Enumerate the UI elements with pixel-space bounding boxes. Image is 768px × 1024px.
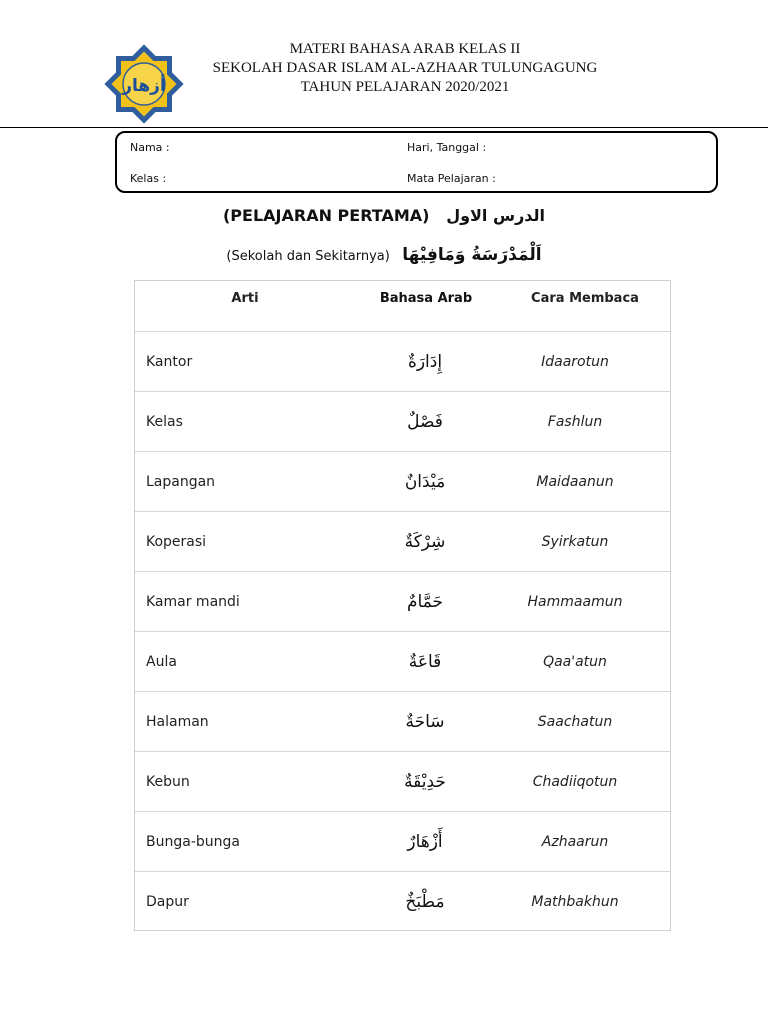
cell-arti: Aula: [146, 653, 177, 670]
table-row: [135, 452, 670, 512]
cell-arab: إِدَارَةٌ: [407, 351, 443, 372]
header-bahasa-arab: Bahasa Arab: [379, 291, 473, 306]
cell-baca: Qaa'atun: [543, 653, 607, 670]
kelas-label: Kelas :: [130, 172, 167, 185]
header-line-year: TAHUN PELAJARAN 2020/2021: [300, 79, 510, 95]
header-cara-membaca: Cara Membaca: [531, 291, 639, 306]
student-info-box: [115, 131, 718, 193]
cell-arti: Koperasi: [146, 533, 207, 550]
topic-title-latin: (Sekolah dan Sekitarnya): [226, 249, 390, 264]
cell-arti: Bunga-bunga: [146, 833, 240, 850]
table-header-row: [135, 281, 670, 332]
cell-baca: Hammaamun: [527, 593, 623, 610]
cell-arab: مَطْبَخٌ: [405, 892, 445, 912]
table-row: [135, 752, 670, 812]
cell-baca: Maidaanun: [536, 473, 614, 490]
table-row: [135, 872, 670, 932]
cell-arab: قَاعَةٌ: [408, 651, 442, 672]
header-line-school: SEKOLAH DASAR ISLAM AL-AZHAAR TULUNGAGUNG: [212, 60, 598, 76]
lesson-title-latin: (PELAJARAN PERTAMA): [222, 206, 430, 225]
lesson-title: [0, 206, 768, 225]
table-row: [135, 572, 670, 632]
cell-arab: حَدِيْقَةٌ: [404, 771, 446, 792]
cell-arti: Kelas: [146, 413, 183, 430]
cell-baca: Mathbakhun: [531, 894, 619, 910]
table-row: [135, 392, 670, 452]
vocabulary-table: [134, 280, 671, 931]
cell-baca: Azhaarun: [541, 833, 609, 850]
cell-arab: سَاحَةٌ: [405, 711, 445, 732]
table-row: [135, 812, 670, 872]
cell-baca: Chadiiqotun: [532, 773, 618, 790]
hari-tanggal-label: Hari, Tanggal :: [407, 141, 487, 154]
header-arti: Arti: [231, 291, 259, 306]
cell-baca: Idaarotun: [541, 353, 609, 370]
logo-text: أزهار: [122, 76, 166, 96]
header-line-subject: MATERI BAHASA ARAB KELAS II: [289, 41, 521, 57]
school-logo: [104, 40, 184, 128]
cell-baca: Saachatun: [537, 713, 613, 730]
cell-arti: Kamar mandi: [146, 593, 240, 610]
mata-pelajaran-label: Mata Pelajaran :: [407, 172, 496, 185]
school-header: [190, 40, 620, 97]
cell-arti: Kantor: [146, 353, 193, 370]
cell-arab: أَزْهَارٌ: [407, 831, 443, 852]
topic-title-arabic: اَلْمَدْرَسَةُ وَمَافِيْهَا: [402, 245, 542, 265]
table-row: [135, 512, 670, 572]
table-row: [135, 332, 670, 392]
nama-label: Nama :: [130, 141, 170, 154]
cell-arab: حَمَّامٌ: [406, 591, 444, 612]
lesson-title-arabic: الدرس الاول: [446, 206, 546, 225]
cell-baca: Syirkatun: [541, 533, 609, 550]
table-row: [135, 632, 670, 692]
topic-title: [0, 245, 768, 265]
cell-arti: Lapangan: [146, 473, 216, 490]
cell-arti: Dapur: [146, 894, 189, 910]
cell-arab: فَصْلٌ: [407, 411, 443, 432]
cell-arti: Halaman: [146, 713, 209, 730]
header-divider: [0, 127, 768, 128]
cell-arab: شِرْكَةٌ: [404, 531, 446, 552]
table-row: [135, 692, 670, 752]
cell-baca: Fashlun: [547, 413, 603, 430]
cell-arti: Kebun: [146, 773, 190, 790]
cell-arab: مَيْدَانٌ: [404, 471, 446, 492]
